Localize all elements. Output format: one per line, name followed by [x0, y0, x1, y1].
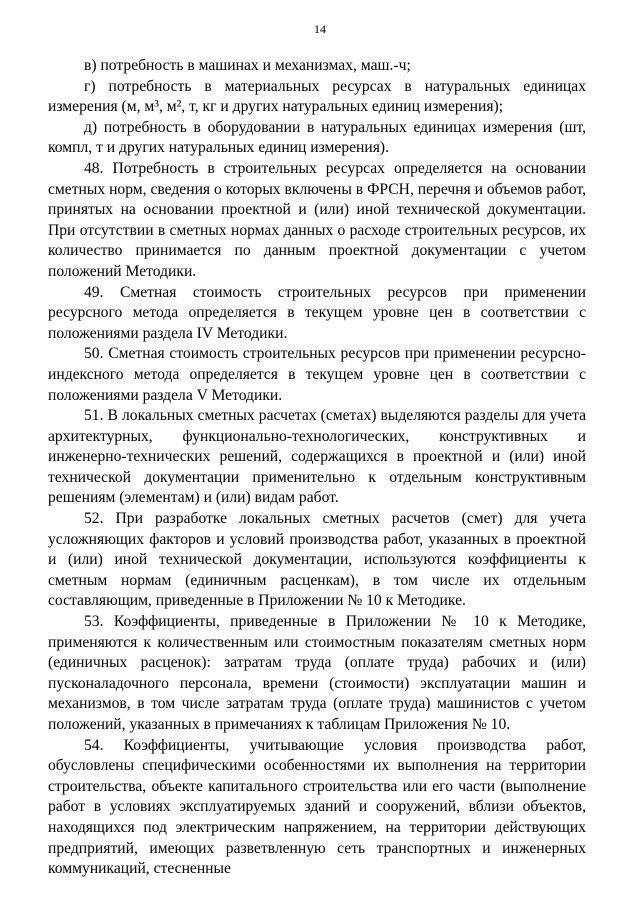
paragraph-item-g: г) потребность в материальных ресурсах в натуральных единицах измерения (м, м³, м², т, кг и других натуральных единиц измерения);: [48, 77, 586, 116]
paragraph-item-v: в) потребность в машинах и механизмах, маш.-ч;: [84, 57, 411, 74]
paragraph-item-d: д) потребность в оборудовании в натуральных единицах измерения (шт, компл, т и других натуральных единиц измерения).: [48, 118, 586, 157]
paragraph-53: 53. Коэффициенты, приведенные в Приложении № 10 к Методике, применяются к количественным или стоимостным показателям сметных норм (единичных расценок): затратам труда (оплате труда) рабочих и (или) пусконаладочного персонала, времени (стоимости) эксплуатации машин и механизмов, в том числе затратам труда (оплате труда) машинистов с учетом положений, указанных в примечаниях к таблицам Приложения № 10.: [48, 613, 586, 733]
paragraph-50: 50. Сметная стоимость строительных ресурсов при применении ресурсно-индексного метода определяется в текущем уровне цен в соответствии с положениями раздела V Методики.: [48, 345, 586, 404]
paragraph-52: 52. При разработке локальных сметных расчетов (смет) для учета усложняющих факторов и условий производства работ, указанных в проектной и (или) иной технической документации, используются коэффициенты к сметным нормам (единичным расценкам), в том числе их отдельным составляющим, приведенные в Приложении № 10 к Методике.: [48, 510, 586, 610]
paragraph-49: 49. Сметная стоимость строительных ресурсов при применении ресурсного метода определяется в текущем уровне цен в соответствии с положениями раздела IV Методики.: [48, 283, 586, 342]
paragraph-51: 51. В локальных сметных расчетах (сметах) выделяются разделы для учета архитектурных, функционально-технологических, конструктивных и инженерно-технических решений, содержащихся в проектной и (или) иной технической документации применительно к отдельным конструктивным решениям (элементам) и (или) видам работ.: [48, 407, 586, 507]
document-body: [48, 56, 586, 880]
paragraph-48: 48. Потребность в строительных ресурсах определяется на основании сметных норм, сведения о которых включены в ФРСН, перечня и объемов работ, принятых на основании проектной и (или) иной технической документации. При отсутствии в сметных нормах данных о расходе строительных ресурсов, их количество принимается по данным проектной документации с учетом положений Методики.: [48, 159, 586, 280]
paragraph-54: 54. Коэффициенты, учитывающие условия производства работ, обусловлены специфическими особенностями их выполнения на территории строительства, объекте капитального строительства или его части (выполнение работ в условиях эксплуатируемых зданий и сооружений, вблизи объектов, находящихся под электрическим напряжением, на территории действующих предприятий, имеющих разветвленную сеть транспортных и инженерных коммуникаций, стесненные: [48, 736, 586, 878]
page-number: 14: [314, 22, 326, 36]
